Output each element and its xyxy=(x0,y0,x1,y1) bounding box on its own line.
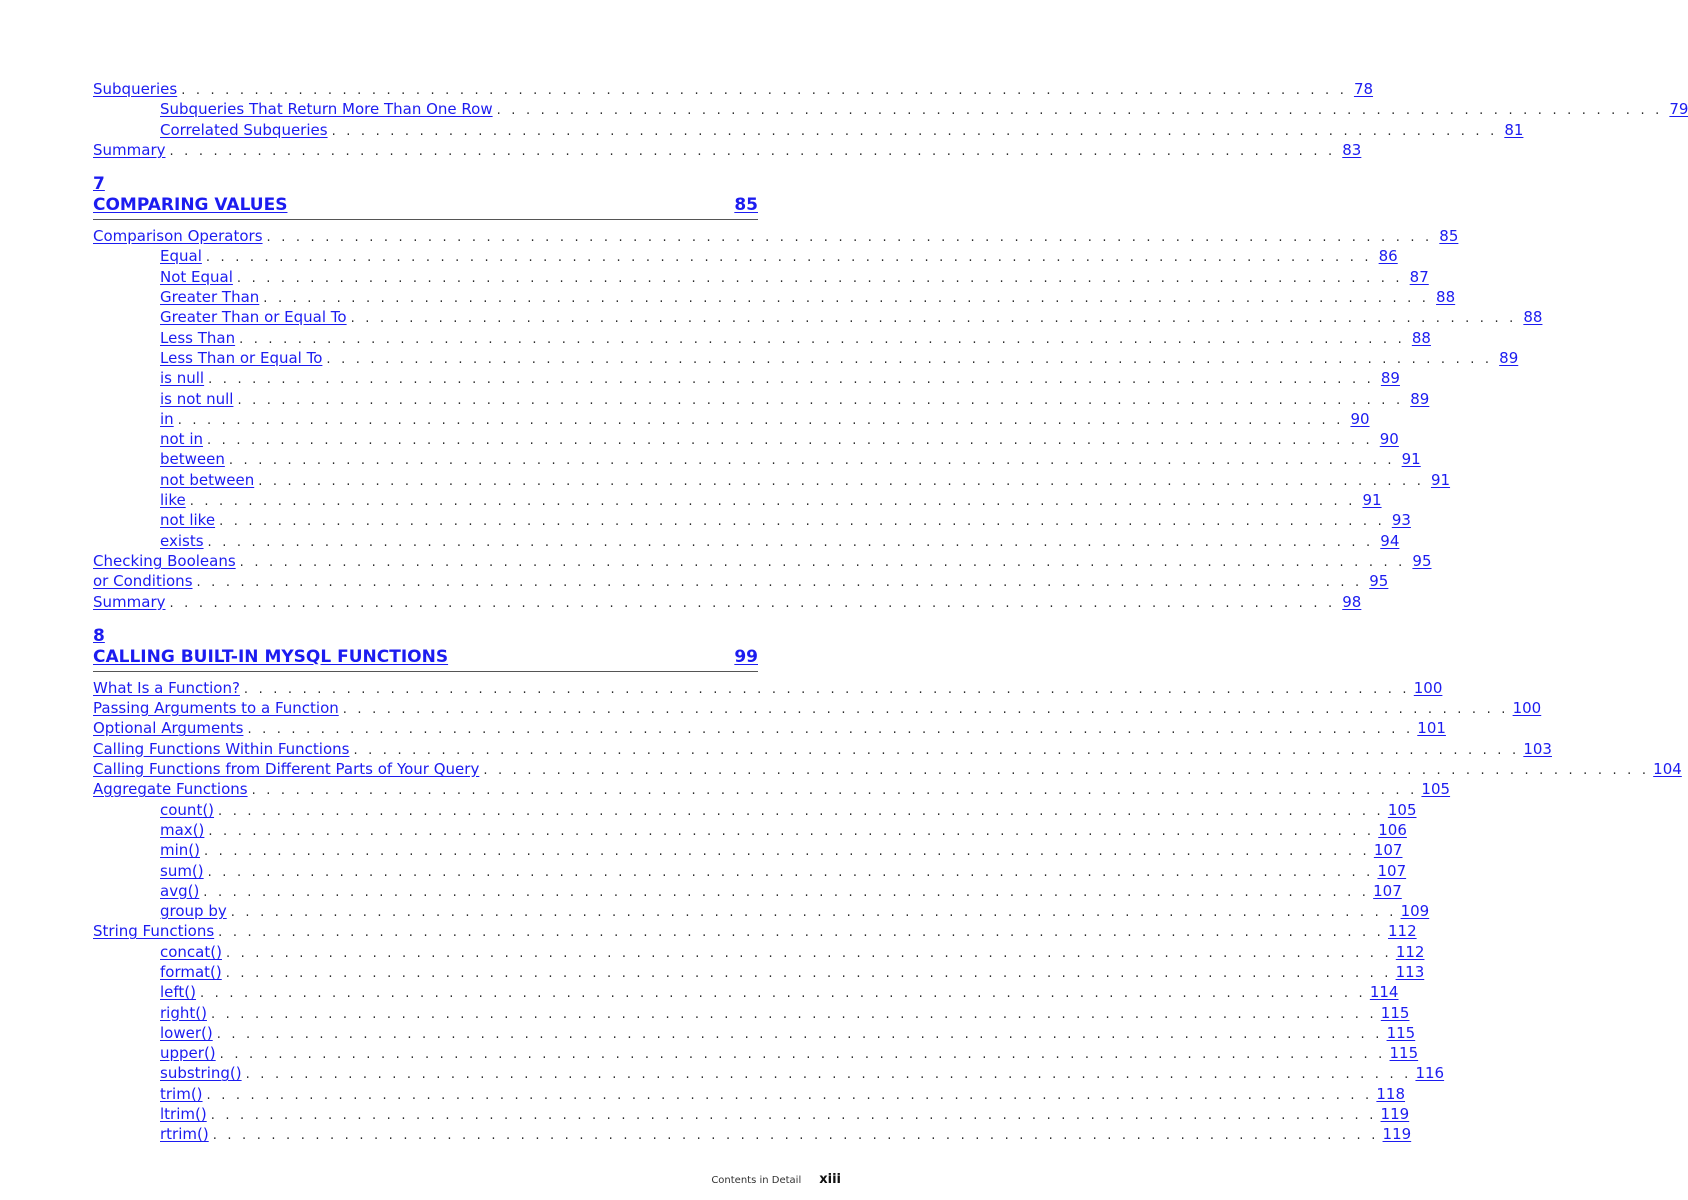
toc-entry-page[interactable]: 86 xyxy=(1378,247,1398,266)
dot-leader: . . . . . . . . . . . . . . . . . . . . . . . . . . . . . . . . . . . . . . . . . . . . . . . . . . . . . . . . . . . . . . . . . . . . . . . . . . . . . . . . xyxy=(225,965,1392,981)
toc-entry-label[interactable]: Not Equal xyxy=(160,267,233,286)
toc-entry-page[interactable]: 88 xyxy=(1411,328,1431,347)
toc-entry[interactable] xyxy=(93,1124,1412,1144)
toc-entry[interactable] xyxy=(93,287,1456,307)
dot-leader: . . . . . . . . . . . . . . . . . . . . . . . . . . . . . . . . . . . . . . . . . . . . . . . . . . . . . . . . . . . . . . . . . . . . . . . . . . . . . . . . xyxy=(212,1128,1379,1144)
dot-leader: . . . . . . . . . . . . . . . . . . . . . . . . . . . . . . . . . . . . . . . . . . . . . . . . . . . . . . . . . . . . . . . . . . . . . . . . . . . . . . . . xyxy=(216,1026,1383,1042)
toc-entry-label[interactable]: Subqueries That Return More Than One Row xyxy=(160,100,493,119)
toc-entry-page[interactable]: 100 xyxy=(1512,699,1542,718)
dot-leader: . . . . . . . . . . . . . . . . . . . . . . . . . . . . . . . . . . . . . . . . . . . . . . . . . . . . . . . . . . . . . . . . . . . . . . . . . . . . . . . . xyxy=(205,250,1372,266)
chapter-title[interactable]: COMPARING VALUES xyxy=(93,195,288,216)
toc-entry[interactable] xyxy=(93,1063,1445,1083)
dot-leader: . . . . . . . . . . . . . . . . . . . . . . . . . . . . . . . . . . . . . . . . . . . . . . . . . . . . . . . . . . . . . . . . . . . . . . . . . . . . . . . . xyxy=(251,783,1418,799)
toc-entry[interactable] xyxy=(93,531,1400,551)
toc-entry[interactable] xyxy=(93,226,1459,246)
dot-leader: . . . . . . . . . . . . . . . . . . . . . . . . . . . . . . . . . . . . . . . . . . . . . . . . . . . . . . . . . . . . . . . . . . . . . . . . . . . . . . . . xyxy=(181,83,1348,98)
toc-entry-label[interactable]: Less Than or Equal To xyxy=(160,348,323,367)
toc-entry-page[interactable]: 91 xyxy=(1362,491,1382,510)
toc-entry-page[interactable]: 114 xyxy=(1369,983,1399,1002)
chapter-heading xyxy=(93,174,758,220)
toc-entry[interactable] xyxy=(93,1003,1410,1023)
dot-leader: . . . . . . . . . . . . . . . . . . . . . . . . . . . . . . . . . . . . . . . . . . . . . . . . . . . . . . . . . . . . . . . . . . . . . . . . . . . . . . . . xyxy=(243,681,1410,697)
toc-entry-page[interactable]: 91 xyxy=(1401,450,1421,469)
toc-entry[interactable] xyxy=(93,800,1417,820)
toc-entry[interactable] xyxy=(93,307,1543,327)
dot-leader: . . . . . . . . . . . . . . . . . . . . . . . . . . . . . . . . . . . . . . . . . . . . . . . . . . . . . . . . . . . . . . . . . . . . . . . . . . . . . . . . xyxy=(263,291,1430,307)
toc-entry[interactable] xyxy=(93,1043,1419,1063)
toc-entry-label[interactable]: substring() xyxy=(160,1064,242,1083)
toc-entry[interactable] xyxy=(93,1104,1410,1124)
toc-entry-label[interactable]: group by xyxy=(160,902,227,921)
dot-leader: . . . . . . . . . . . . . . . . . . . . . . . . . . . . . . . . . . . . . . . . . . . . . . . . . . . . . . . . . . . . . . . . . . . . . . . . . . . . . . . . xyxy=(210,1006,1377,1022)
dot-leader: . . . . . . . . . . . . . . . . . . . . . . . . . . . . . . . . . . . . . . . . . . . . . . . . . . . . . . . . . . . . . . . . . . . . . . . . . . . . . . . . xyxy=(207,864,1374,880)
toc-entry-page[interactable]: 94 xyxy=(1380,531,1400,550)
toc-entry-page[interactable]: 95 xyxy=(1412,551,1432,570)
toc-entry[interactable] xyxy=(93,429,1399,449)
dot-leader: . . . . . . . . . . . . . . . . . . . . . . . . . . . . . . . . . . . . . . . . . . . . . . . . . . . . . . . . . . . . . . . . . . . . . . . . . . . . . . . . xyxy=(200,986,1366,1002)
toc-entry-label[interactable]: Greater Than or Equal To xyxy=(160,308,347,327)
dot-leader: . . . . . . . . . . . . . . . . . . . . . . . . . . . . . . . . . . . . . . . . . . . . . . . . . . . . . . . . . . . . . . . . . . . . . . . . . . . . . . . . xyxy=(169,143,1336,159)
toc-entry-page[interactable]: 101 xyxy=(1417,719,1446,738)
dot-leader: . . . . . . . . . . . . . . . . . . . . . . . . . . . . . . . . . . . . . . . . . . . . . . . . . . . . . . . . . . . . . . . . . . . . . . . . . . . . . . . . xyxy=(342,702,1509,718)
toc-entry-label[interactable]: trim() xyxy=(160,1084,203,1103)
dot-leader: . . . . . . . . . . . . . . . . . . . . . . . . . . . . . . . . . . . . . . . . . . . . . . . . . . . . . . . . . . . . . . . . . . . . . . . . . . . . . . . . xyxy=(208,372,1374,388)
dot-leader: . . . . . . . . . . . . . . . . . . . . . . . . . . . . . . . . . . . . . . . . . . . . . . . . . . . . . . . . . . . . . . . . . . . . . . . . . . . . . . . . xyxy=(228,453,1395,469)
dot-leader: . . . . . . . . . . . . . . . . . . . . . . . . . . . . . . . . . . . . . . . . . . . . . . . . . . . . . . . . . . . . . . . . . . . . . . . . . . . . . . . . xyxy=(219,514,1385,530)
toc-entry-label[interactable]: max() xyxy=(160,820,205,839)
toc-entry-label[interactable]: min() xyxy=(160,841,200,860)
dot-leader: . . . . . . . . . . . . . . . . . . . . . . . . . . . . . . . . . . . . . . . . . . . . . . . . . . . . . . . . . . . . . . . . . . . . . . . . . . . . . . . . xyxy=(237,392,1404,408)
page-footer xyxy=(711,1172,841,1187)
dot-leader: . . . . . . . . . . . . . . . . . . . . . . . . . . . . . . . . . . . . . . . . . . . . . . . . . . . . . . . . . . . . . . . . . . . . . . . . . . . . . . . . xyxy=(177,412,1344,428)
toc-entry[interactable] xyxy=(93,140,1362,160)
dot-leader: . . . . . . . . . . . . . . . . . . . . . . . . . . . . . . . . . . . . . . . . . . . . . . . . . . . . . . . . . . . . . . . . . . . . . . . . . . . . . . . . xyxy=(239,554,1406,570)
toc-entry-label[interactable]: rtrim() xyxy=(160,1125,209,1144)
dot-leader: . . . . . . . . . . . . . . . . . . . . . . . . . . . . . . . . . . . . . . . . . . . . . . . . . . . . . . . . . . . . . . . . . . . . . . . . . . . . . . . . xyxy=(196,575,1363,591)
toc-entry[interactable] xyxy=(93,1084,1406,1104)
chapter-title[interactable]: CALLING BUILT-IN MYSQL FUNCTIONS xyxy=(93,646,449,667)
toc-entry[interactable] xyxy=(93,881,1402,901)
toc-entry-label[interactable]: concat() xyxy=(160,942,222,961)
dot-leader: . . . . . . . . . . . . . . . . . . . . . . . . . . . . . . . . . . . . . . . . . . . . . . . . . . . . . . . . . . . . . . . . . . . . . . . . . . . . . . . . xyxy=(218,925,1384,941)
dot-leader: . . . . . . . . . . . . . . . . . . . . . . . . . . . . . . . . . . . . . . . . . . . . . . . . . . . . . . . . . . . . . . . . . . . . . . . . . . . . . . . . xyxy=(210,1108,1377,1124)
toc-entry-page[interactable]: 115 xyxy=(1386,1023,1416,1042)
chapter-title-row xyxy=(93,194,758,220)
dot-leader: . . . . . . . . . . . . . . . . . . . . . . . . . . . . . . . . . . . . . . . . . . . . . . . . . . . . . . . . . . . . . . . . . . . . . . . . . . . . . . . . xyxy=(204,844,1370,860)
toc-entry-label[interactable]: Calling Functions from Different Parts of Your Query xyxy=(93,760,480,779)
toc-entry-label[interactable]: lower() xyxy=(160,1023,213,1042)
toc-entry-label[interactable]: Equal xyxy=(160,247,202,266)
toc-entry[interactable] xyxy=(93,389,1430,409)
toc-entry-label[interactable]: right() xyxy=(160,1003,207,1022)
toc-entry-page[interactable]: 107 xyxy=(1373,841,1403,860)
toc-entry-label[interactable]: Checking Booleans xyxy=(93,551,236,570)
toc-entry-label[interactable]: Summary xyxy=(93,592,166,611)
dot-leader: . . . . . . . . . . . . . . . . . . . . . . . . . . . . . . . . . . . . . . . . . . . . . . . . . . . . . . . . . . . . . . . . . . . . . . . . . . . . . . . . xyxy=(239,331,1405,347)
toc-entry-page[interactable]: 91 xyxy=(1430,470,1451,489)
toc-entry[interactable] xyxy=(93,449,1421,469)
toc-entry[interactable] xyxy=(93,759,1682,779)
chapter-page[interactable]: 99 xyxy=(734,646,758,667)
toc-entry-label[interactable]: Calling Functions Within Functions xyxy=(93,739,350,758)
toc-entry-label[interactable]: in xyxy=(160,409,174,428)
toc-entry-page[interactable]: 81 xyxy=(1504,120,1524,139)
toc-entry-page[interactable]: 95 xyxy=(1369,572,1389,591)
toc-entry-label[interactable]: Correlated Subqueries xyxy=(160,120,328,139)
dot-leader: . . . . . . . . . . . . . . . . . . . . . . . . . . . . . . . . . . . . . . . . . . . . . . . . . . . . . . . . . . . . . . . . . . . . . . . . . . . . . . . . xyxy=(353,742,1520,758)
toc-entry-label[interactable]: What Is a Function? xyxy=(93,678,240,697)
toc-entry-label[interactable]: count() xyxy=(160,800,215,819)
toc-entry-page[interactable]: 112 xyxy=(1395,942,1425,961)
toc-entry-page[interactable]: 109 xyxy=(1400,902,1430,921)
footer-text: Contents in Detail xyxy=(711,1175,802,1186)
toc-entry-page[interactable]: 89 xyxy=(1499,348,1519,367)
toc-entry[interactable] xyxy=(93,779,1451,799)
toc-entry-label[interactable]: avg() xyxy=(160,881,200,900)
toc-entry-label[interactable]: not between xyxy=(160,470,255,489)
toc-entry-page[interactable]: 90 xyxy=(1379,430,1399,449)
dot-leader: . . . . . . . . . . . . . . . . . . . . . . . . . . . . . . . . . . . . . . . . . . . . . . . . . . . . . . . . . . . . . . . . . . . . . . . . . . . . . . . . xyxy=(219,1047,1386,1063)
toc-entry-page[interactable]: 116 xyxy=(1415,1064,1445,1083)
toc-entry[interactable] xyxy=(93,79,1374,99)
toc-entry-page[interactable]: 105 xyxy=(1387,800,1417,819)
toc-entry-label[interactable]: Comparison Operators xyxy=(93,227,263,246)
dot-leader: . . . . . . . . . . . . . . . . . . . . . . . . . . . . . . . . . . . . . . . . . . . . . . . . . . . . . . . . . . . . . . . . . . . . . . . . . . . . . . . . xyxy=(350,311,1517,327)
toc-entry[interactable] xyxy=(93,267,1429,287)
toc-entry-page[interactable]: 112 xyxy=(1388,922,1417,941)
toc-entry-label[interactable]: is not null xyxy=(160,389,234,408)
chapter-heading xyxy=(93,626,758,672)
toc-entry-page[interactable]: 89 xyxy=(1410,389,1430,408)
toc-entry[interactable] xyxy=(93,820,1407,840)
toc-entry[interactable] xyxy=(93,246,1398,266)
toc-entry[interactable] xyxy=(93,592,1362,612)
toc-entry[interactable] xyxy=(93,942,1425,962)
toc-entry[interactable] xyxy=(93,510,1411,530)
toc-entry-label[interactable]: Aggregate Functions xyxy=(93,780,248,799)
toc-entry-page[interactable]: 115 xyxy=(1389,1044,1419,1063)
footer-page-number: xiii xyxy=(819,1172,841,1187)
toc-entry-label[interactable]: left() xyxy=(160,983,196,1002)
toc-entry-page[interactable]: 90 xyxy=(1350,409,1370,428)
toc-entry[interactable] xyxy=(93,470,1451,490)
toc-entry-page[interactable]: 107 xyxy=(1373,881,1402,900)
toc-entry[interactable] xyxy=(93,551,1432,571)
toc-entry-label[interactable]: is null xyxy=(160,369,205,388)
toc-entry[interactable] xyxy=(93,348,1519,368)
toc-entry[interactable] xyxy=(93,962,1425,982)
toc-entry-page[interactable]: 78 xyxy=(1353,80,1374,98)
toc-entry-label[interactable]: Greater Than xyxy=(160,288,260,307)
toc-entry-label[interactable]: sum() xyxy=(160,861,204,880)
toc-entry[interactable] xyxy=(93,840,1403,860)
toc-entry-label[interactable]: String Functions xyxy=(93,922,215,941)
toc-entry-label[interactable]: not like xyxy=(160,511,216,530)
chapter-number[interactable]: 7 xyxy=(93,174,105,195)
toc-entry-label[interactable]: upper() xyxy=(160,1044,216,1063)
dot-leader: . . . . . . . . . . . . . . . . . . . . . . . . . . . . . . . . . . . . . . . . . . . . . . . . . . . . . . . . . . . . . . . . . . . . . . . . . . . . . . . . xyxy=(266,230,1433,246)
dot-leader: . . . . . . . . . . . . . . . . . . . . . . . . . . . . . . . . . . . . . . . . . . . . . . . . . . . . . . . . . . . . . . . . . . . . . . . . . . . . . . . . xyxy=(207,433,1373,449)
toc-entry-label[interactable]: Passing Arguments to a Function xyxy=(93,699,339,718)
dot-leader: . . . . . . . . . . . . . . . . . . . . . . . . . . . . . . . . . . . . . . . . . . . . . . . . . . . . . . . . . . . . . . . . . . . . . . . . . . . . . . . . xyxy=(206,1087,1373,1103)
dot-leader: . . . . . . . . . . . . . . . . . . . . . . . . . . . . . . . . . . . . . . . . . . . . . . . . . . . . . . . . . . . . . . . . . . . . . . . . . . . . . . . . xyxy=(207,534,1374,550)
toc-entry-label[interactable]: like xyxy=(160,491,186,510)
dot-leader: . . . . . . . . . . . . . . . . . . . . . . . . . . . . . . . . . . . . . . . . . . . . . . . . . . . . . . . . . . . . . . . . . . . . . . . . . . . . . . . . xyxy=(483,763,1650,779)
toc-entry[interactable] xyxy=(93,678,1443,698)
dot-leader: . . . . . . . . . . . . . . . . . . . . . . . . . . . . . . . . . . . . . . . . . . . . . . . . . . . . . . . . . . . . . . . . . . . . . . . . . . . . . . . . xyxy=(230,905,1397,921)
toc-entry-page[interactable]: 103 xyxy=(1523,739,1552,758)
dot-leader: . . . . . . . . . . . . . . . . . . . . . . . . . . . . . . . . . . . . . . . . . . . . . . . . . . . . . . . . . . . . . . . . . . . . . . . . . . . . . . . . xyxy=(245,1067,1412,1083)
toc-entry[interactable] xyxy=(93,409,1370,429)
chapter-title-row xyxy=(93,646,758,672)
toc-entry[interactable] xyxy=(93,861,1407,881)
toc-entry-page[interactable]: 104 xyxy=(1653,760,1682,779)
dot-leader: . . . . . . . . . . . . . . . . . . . . . . . . . . . . . . . . . . . . . . . . . . . . . . . . . . . . . . . . . . . . . . . . . . . . . . . . . . . . . . . . xyxy=(189,494,1356,510)
toc-entry-page[interactable]: 98 xyxy=(1342,592,1362,611)
toc-entry[interactable] xyxy=(93,901,1430,921)
dot-leader: . . . . . . . . . . . . . . . . . . . . . . . . . . . . . . . . . . . . . . . . . . . . . . . . . . . . . . . . . . . . . . . . . . . . . . . . . . . . . . . . xyxy=(258,473,1425,489)
toc-entry[interactable] xyxy=(93,571,1389,591)
toc-entry[interactable] xyxy=(93,99,1688,119)
toc-entry[interactable] xyxy=(93,1023,1416,1043)
toc-entry-page[interactable]: 88 xyxy=(1523,308,1543,327)
toc-entry-label[interactable]: Summary xyxy=(93,140,166,159)
toc-entry-label[interactable]: between xyxy=(160,450,225,469)
toc-entry-page[interactable]: 83 xyxy=(1342,140,1362,159)
dot-leader: . . . . . . . . . . . . . . . . . . . . . . . . . . . . . . . . . . . . . . . . . . . . . . . . . . . . . . . . . . . . . . . . . . . . . . . . . . . . . . . . xyxy=(203,884,1370,900)
toc-entry-page[interactable]: 85 xyxy=(1439,227,1459,246)
toc-entry-page[interactable]: 107 xyxy=(1377,861,1407,880)
dot-leader: . . . . . . . . . . . . . . . . . . . . . . . . . . . . . . . . . . . . . . . . . . . . . . . . . . . . . . . . . . . . . . . . . . . . . . . . . . . . . . . . xyxy=(169,595,1336,611)
toc-entry[interactable] xyxy=(93,739,1552,759)
chapter-page[interactable]: 85 xyxy=(734,195,758,216)
toc-entry-page[interactable]: 105 xyxy=(1421,780,1451,799)
toc-entry-label[interactable]: ltrim() xyxy=(160,1105,207,1124)
toc-entry[interactable] xyxy=(93,120,1524,140)
toc-entry-page[interactable]: 119 xyxy=(1382,1125,1412,1144)
toc-entry[interactable] xyxy=(93,982,1399,1002)
toc-entry-page[interactable]: 118 xyxy=(1376,1084,1406,1103)
dot-leader: . . . . . . . . . . . . . . . . . . . . . . . . . . . . . . . . . . . . . . . . . . . . . . . . . . . . . . . . . . . . . . . . . . . . . . . . . . . . . . . . xyxy=(496,103,1663,119)
toc-entry-page[interactable]: 88 xyxy=(1436,288,1456,307)
toc-entry-label[interactable]: or Conditions xyxy=(93,572,193,591)
toc-entry-page[interactable]: 87 xyxy=(1409,267,1429,286)
table-of-contents xyxy=(93,79,1688,1145)
dot-leader: . . . . . . . . . . . . . . . . . . . . . . . . . . . . . . . . . . . . . . . . . . . . . . . . . . . . . . . . . . . . . . . . . . . . . . . . . . . . . . . . xyxy=(331,123,1498,139)
toc-entry-page[interactable]: 115 xyxy=(1380,1003,1410,1022)
dot-leader: . . . . . . . . . . . . . . . . . . . . . . . . . . . . . . . . . . . . . . . . . . . . . . . . . . . . . . . . . . . . . . . . . . . . . . . . . . . . . . . . xyxy=(236,270,1403,286)
toc-entry-page[interactable]: 89 xyxy=(1380,369,1400,388)
toc-entry[interactable] xyxy=(93,328,1431,348)
chapter-number[interactable]: 8 xyxy=(93,625,105,646)
toc-entry[interactable] xyxy=(93,921,1417,941)
dot-leader: . . . . . . . . . . . . . . . . . . . . . . . . . . . . . . . . . . . . . . . . . . . . . . . . . . . . . . . . . . . . . . . . . . . . . . . . . . . . . . . . xyxy=(326,351,1493,367)
toc-entry[interactable] xyxy=(93,698,1542,718)
dot-leader: . . . . . . . . . . . . . . . . . . . . . . . . . . . . . . . . . . . . . . . . . . . . . . . . . . . . . . . . . . . . . . . . . . . . . . . . . . . . . . . . xyxy=(225,945,1392,961)
toc-entry-page[interactable]: 113 xyxy=(1395,962,1425,981)
toc-entry-page[interactable]: 100 xyxy=(1413,678,1443,697)
dot-leader: . . . . . . . . . . . . . . . . . . . . . . . . . . . . . . . . . . . . . . . . . . . . . . . . . . . . . . . . . . . . . . . . . . . . . . . . . . . . . . . . xyxy=(218,803,1384,819)
dot-leader: . . . . . . . . . . . . . . . . . . . . . . . . . . . . . . . . . . . . . . . . . . . . . . . . . . . . . . . . . . . . . . . . . . . . . . . . . . . . . . . . xyxy=(208,823,1375,839)
toc-entry-page[interactable]: 119 xyxy=(1380,1105,1410,1124)
toc-entry-label[interactable]: Subqueries xyxy=(93,80,178,98)
toc-entry[interactable] xyxy=(93,718,1446,738)
toc-entry[interactable] xyxy=(93,490,1382,510)
toc-entry-label[interactable]: Optional Arguments xyxy=(93,719,244,738)
toc-entry-page[interactable]: 79 xyxy=(1669,100,1688,119)
toc-entry-page[interactable]: 93 xyxy=(1391,511,1411,530)
dot-leader: . . . . . . . . . . . . . . . . . . . . . . . . . . . . . . . . . . . . . . . . . . . . . . . . . . . . . . . . . . . . . . . . . . . . . . . . . . . . . . . . xyxy=(247,722,1414,738)
toc-entry-label[interactable]: exists xyxy=(160,531,204,550)
toc-entry[interactable] xyxy=(93,368,1400,388)
toc-entry-page[interactable]: 106 xyxy=(1378,820,1407,839)
toc-entry-label[interactable]: Less Than xyxy=(160,328,236,347)
toc-entry-label[interactable]: not in xyxy=(160,430,204,449)
toc-entry-label[interactable]: format() xyxy=(160,962,222,981)
